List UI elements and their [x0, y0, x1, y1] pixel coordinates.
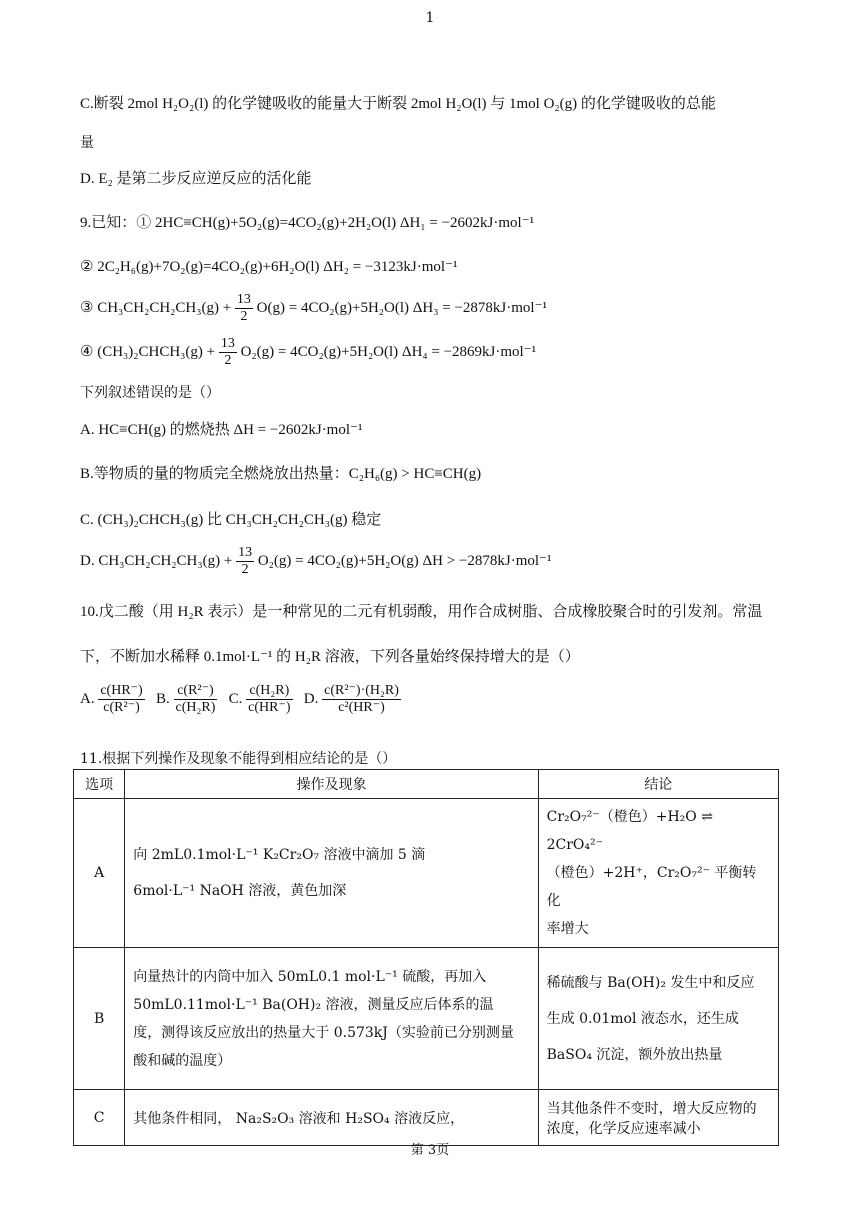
table-row — [74, 799, 779, 948]
row-a-option: A — [74, 799, 125, 948]
page-number-top: 1 — [425, 10, 435, 26]
eq3-right: O(g) = 4CO₂(g)+5H₂O(l) ΔH₃ = −2878kJ·mol⁻¹ — [256, 299, 547, 316]
q9-stem-equation-1: 9.已知：① 2HC≡CH(g)+5O₂(g)=4CO₂(g)+2H₂O(l) ΔH₁ = −2602kJ·mol⁻¹ — [80, 215, 535, 231]
q10-option-c: C. $\frac{\text{c(H₂R)}}{c(HR^-)}$ — [228, 683, 291, 715]
q9-equation-3 — [80, 292, 547, 325]
table-header-row — [74, 770, 779, 799]
q10-option-b: B. $\frac{\text{c(R²⁻)}}{\text{c(H₂R)}}$ — [155, 683, 216, 715]
table-row — [74, 1090, 779, 1146]
eq4-left: ④ (CH₃)₂CHCH₃(g) + — [80, 343, 216, 360]
eq3-left: ③ CH₃CH₂CH₂CH₃(g) + — [80, 299, 232, 316]
q8-option-c-line2: 量 — [80, 135, 94, 151]
eq3-fraction: $\frac{13}{2}$ — [236, 292, 251, 324]
header-operation: 操作及现象 — [125, 770, 538, 799]
q10-line2: 下，不断加水稀释 0.1mol·L⁻¹ 的 H₂R 溶液，下列各量始终保持增大的是（） — [80, 649, 580, 665]
q9-option-d — [80, 545, 551, 578]
header-option: 选项 — [74, 770, 125, 799]
optd-fraction: $\frac{13}{2}$ — [238, 545, 253, 577]
q10-option-d: D. $\frac{\text{c(R²⁻)·(H₂R)}}{\text{c²(HR⁻)}}$ — [303, 683, 399, 715]
q10-line1: 10.戊二酸（用 H₂R 表示）是一种常见的二元有机弱酸，用作合成树脂、合成橡胶聚合时的引发剂。常温 — [80, 604, 763, 620]
q8-option-d: D. E₂ 是第二步反应逆反应的活化能 — [80, 171, 312, 187]
header-conclusion: 结论 — [538, 770, 778, 799]
eq4-fraction: $\frac{13}{2}$ — [220, 336, 235, 368]
row-c-operation: 其他条件相同， Na₂S₂O₃ 溶液和 H₂SO₄ 溶液反应， — [125, 1090, 538, 1146]
page-footer: 第 3页 — [410, 1143, 450, 1158]
row-a-conclusion: Cr₂O₇²⁻（橙色）+H₂O ⇌ 2CrO₄²⁻ （橙色）+2H⁺，Cr₂O₇²⁻ 平衡转化 率增大 — [538, 799, 778, 948]
row-b-conclusion: 稀硫酸与 Ba(OH)₂ 发生中和反应 生成 0.01mol 液态水，还生成 BaSO₄ 沉淀，额外放出热量 — [538, 948, 778, 1090]
q10-option-a: A. $\frac{c(HR^-)}{\text{c(R²⁻)}}$ — [80, 683, 143, 715]
q8-option-c-line1: C.断裂 2mol H₂O₂(l) 的化学键吸收的能量大于断裂 2mol H₂O(l) 与 1mol O₂(g) 的化学键吸收的总能 — [80, 96, 716, 112]
q10-options — [80, 683, 401, 716]
row-b-operation: 向量热计的内筒中加入 50mL0.1 mol·L⁻¹ 硫酸，再加入 50mL0.11mol·L⁻¹ Ba(OH)₂ 溶液，测量反应后体系的温 度，测得该反应放出的热量大于 0.573kJ（实验前已分别测量 酸和碱的温度） — [125, 948, 538, 1090]
row-a-operation: 向 2mL0.1mol·L⁻¹ K₂Cr₂O₇ 溶液中滴加 5 滴 6mol·L⁻¹ NaOH 溶液，黄色加深 — [125, 799, 538, 948]
q9-option-c: C. (CH₃)₂CHCH₃(g) 比 CH₃CH₂CH₂CH₃(g) 稳定 — [80, 512, 382, 528]
optd-left: D. CH₃CH₂CH₂CH₃(g) + — [80, 552, 233, 569]
row-c-conclusion: 当其他条件不变时，增大反应物的 浓度，化学反应速率减小 — [538, 1090, 778, 1146]
q9-equation-4 — [80, 336, 536, 369]
optd-right: O₂(g) = 4CO₂(g)+5H₂O(g) ΔH > −2878kJ·mol⁻¹ — [257, 552, 552, 569]
q9-option-b: B.等物质的量的物质完全燃烧放出热量：C₂H₆(g) > HC≡CH(g) — [80, 466, 482, 482]
table-row — [74, 948, 779, 1090]
q9-equation-2: ② 2C₂H₆(g)+7O₂(g)=4CO₂(g)+6H₂O(l) ΔH₂ = −3123kJ·mol⁻¹ — [80, 259, 458, 275]
row-c-option: C — [74, 1090, 125, 1146]
q9-option-a: A. HC≡CH(g) 的燃烧热 ΔH = −2602kJ·mol⁻¹ — [80, 422, 363, 438]
row-b-option: B — [74, 948, 125, 1090]
q11-table — [73, 769, 779, 1146]
q11-stem: 11.根据下列操作及现象不能得到相应结论的是（） — [80, 751, 397, 767]
q9-question: 下列叙述错误的是（） — [80, 385, 220, 401]
eq4-right: O₂(g) = 4CO₂(g)+5H₂O(l) ΔH₄ = −2869kJ·mol⁻¹ — [240, 343, 537, 360]
